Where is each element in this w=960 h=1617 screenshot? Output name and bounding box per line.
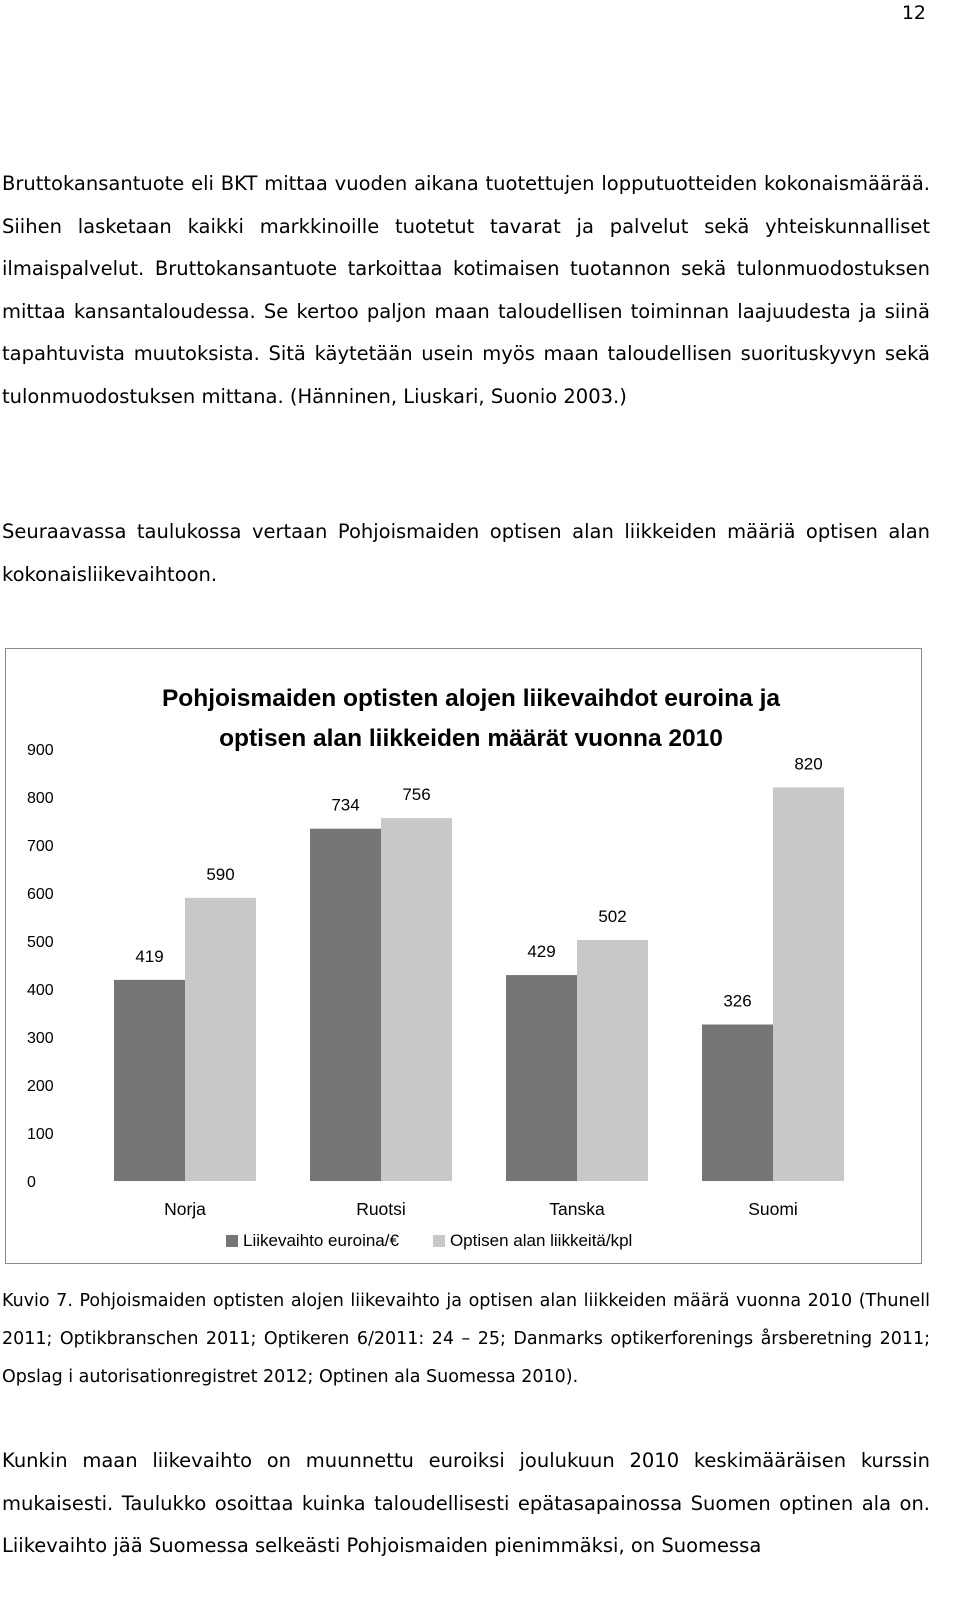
y-tick-label: 300: [27, 1030, 54, 1047]
paragraph-intro-table: Seuraavassa taulukossa vertaan Pohjoismaiden optisen alan liikkeiden määriä optisen alan kokonaisliikevaihtoon.: [2, 520, 930, 586]
data-label: 734: [331, 795, 360, 815]
chart-legend: [226, 1231, 666, 1251]
y-tick-label: 900: [27, 742, 54, 759]
bar: [185, 898, 256, 1181]
y-tick-label: 400: [27, 982, 54, 999]
legend-item-stores: [433, 1231, 632, 1251]
bar: [773, 787, 844, 1181]
data-label: 820: [794, 754, 823, 774]
y-tick-label: 200: [27, 1078, 54, 1095]
y-tick-label: 600: [27, 886, 54, 903]
legend-swatch-revenue: [226, 1235, 238, 1247]
y-tick-label: 100: [27, 1126, 54, 1143]
data-label: 590: [206, 864, 235, 884]
bar: [702, 1025, 773, 1181]
legend-item-revenue: [226, 1231, 399, 1251]
y-tick-label: 700: [27, 838, 54, 855]
figure-caption: Kuvio 7. Pohjoismaiden optisten alojen liikevaihto ja optisen alan liikkeiden määrä vuonna 2010 (Thunell 2011; Optikbranschen 2011; Optikeren 6/2011: 24 – 25; Danmarks optikerforenings årsberetning 2011; Opslag i autorisationregistret 2012; Optinen ala Suomessa 2010).: [2, 1291, 930, 1387]
bar: [381, 818, 452, 1181]
bar: [310, 829, 381, 1181]
legend-label-revenue: Liikevaihto euroina/€: [243, 1231, 399, 1250]
x-category-label: Suomi: [748, 1199, 798, 1219]
chart-container: [5, 648, 922, 1264]
bar: [114, 980, 185, 1181]
x-category-label: Norja: [164, 1199, 206, 1219]
data-label: 756: [402, 785, 431, 805]
bar: [577, 940, 648, 1181]
data-label: 502: [598, 907, 627, 927]
x-category-label: Ruotsi: [356, 1199, 406, 1219]
y-tick-label: 800: [27, 790, 54, 807]
paragraph-gdp: Bruttokansantuote eli BKT mittaa vuoden aikana tuotettujen lopputuotteiden kokonaismäärää. Siihen lasketaan kaikki markkinoille tuotetut tavarat ja palvelut sekä yhteiskunnalliset ilmaispalvelut. Bruttokansantuote tarkoittaa kotimaisen tuotannon sekä tulonmuodostuksen mittaa kansantaloudessa. Se kertoo paljon maan taloudellisen toiminnan laajuudesta ja siinä tapahtuvista muutoksista. Sitä käytetään usein myös maan taloudellisen suorituskyvyn sekä tulonmuodostuksen mittana. (Hänninen, Liuskari, Suonio 2003.): [2, 172, 930, 408]
legend-swatch-stores: [433, 1235, 445, 1247]
data-label: 326: [723, 991, 752, 1011]
data-label: 429: [527, 942, 556, 962]
data-label: 419: [135, 946, 164, 966]
legend-label-stores: Optisen alan liikkeitä/kpl: [449, 1231, 633, 1250]
paragraph-conclusion: Kunkin maan liikevaihto on muunnettu euroiksi joulukuun 2010 keskimääräisen kurssin mukaisesti. Taulukko osoittaa kuinka taloudellisesti epätasapainossa Suomen optinen ala on. Liikevaihto jää Suomessa selkeästi Pohjoismaiden pienimmäksi, on Suomessa: [2, 1449, 930, 1557]
chart-title: Pohjoismaiden optisten alojen liikevaihdot euroina ja optisen alan liikkeiden määrät vuonna 2010: [161, 685, 781, 752]
x-category-label: Tanska: [549, 1199, 605, 1219]
y-tick-label: 500: [27, 934, 54, 951]
page-number: 12: [901, 2, 926, 24]
bar: [506, 975, 577, 1181]
y-tick-label: 0: [27, 1174, 36, 1191]
